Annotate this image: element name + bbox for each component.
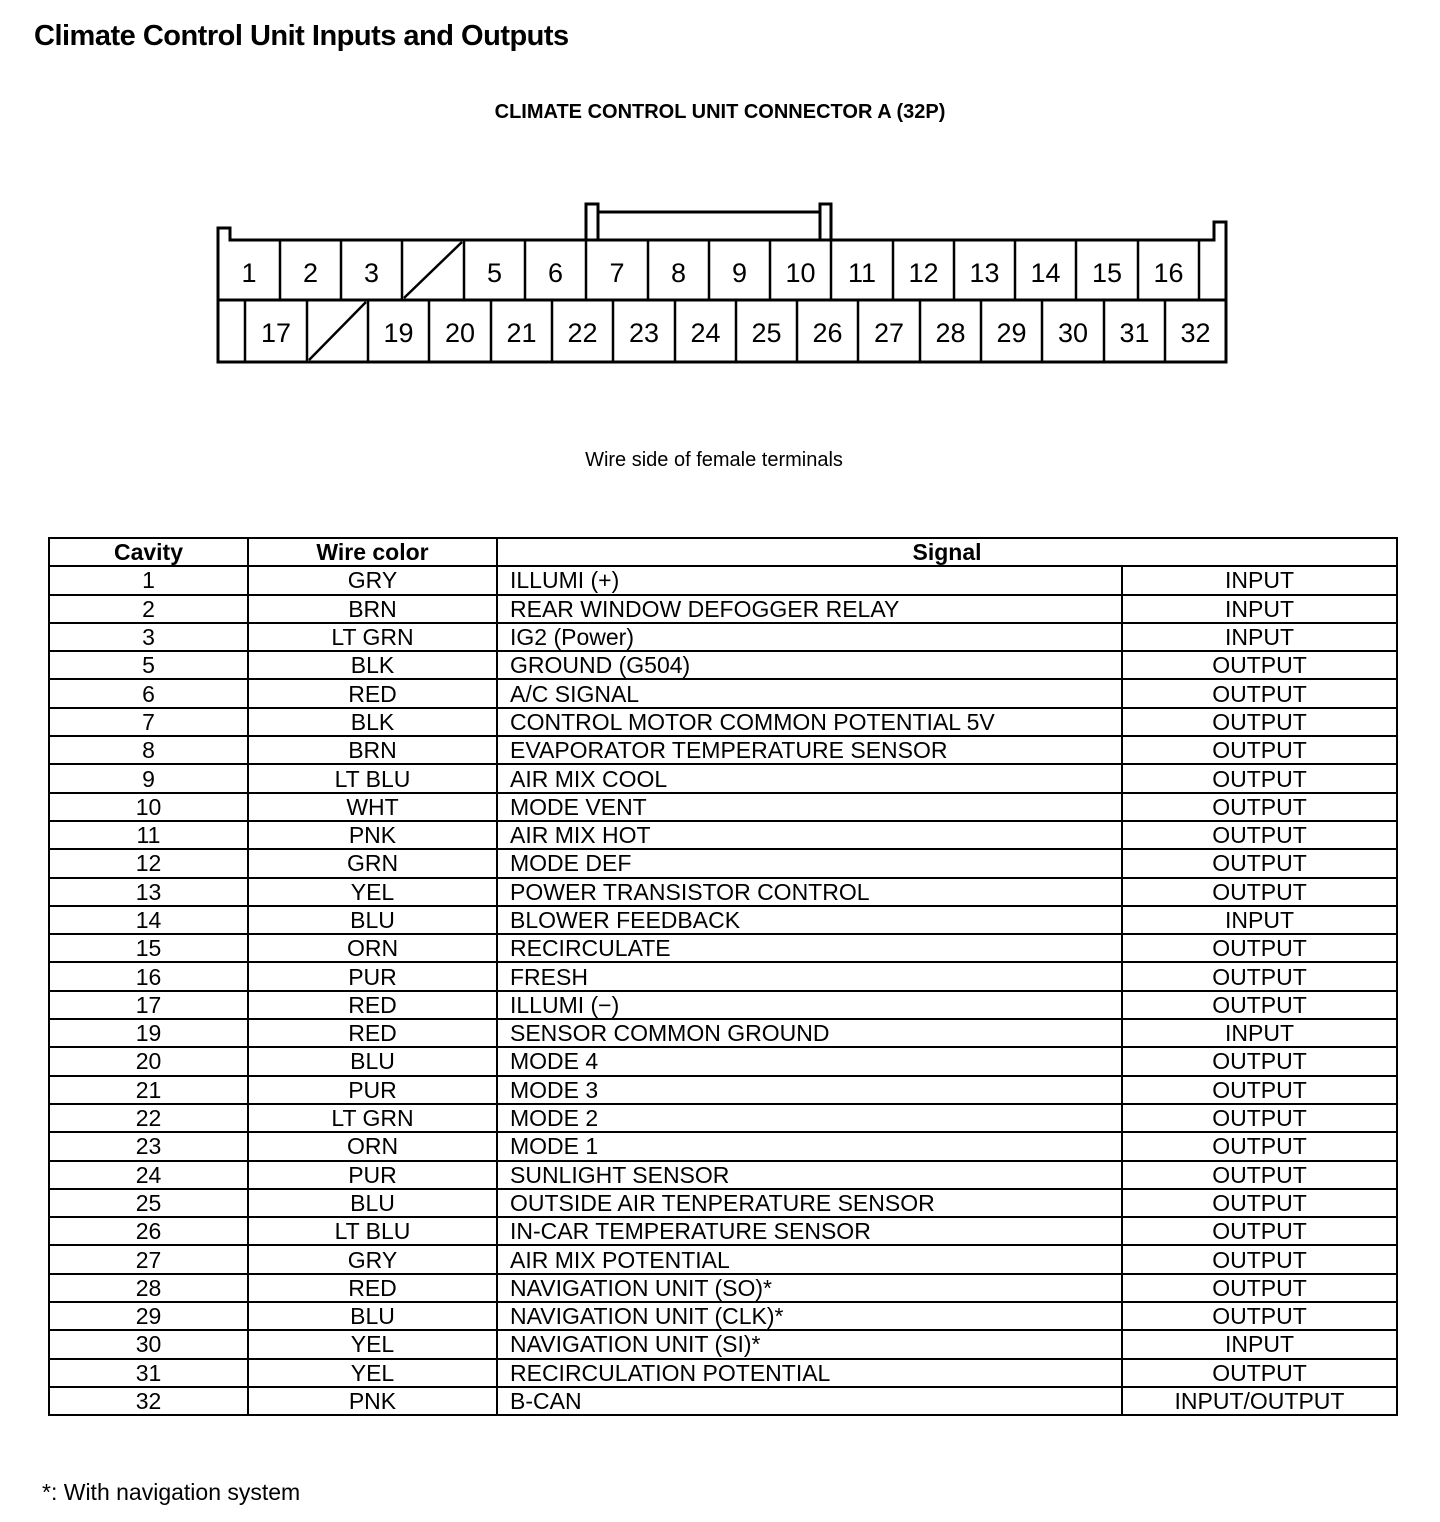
signal-cell: IN-CAR TEMPERATURE SENSOR bbox=[497, 1217, 1122, 1245]
cavity-label: 30 bbox=[1057, 318, 1089, 348]
wire-color-cell: LT GRN bbox=[248, 1104, 497, 1132]
wire-color-cell: BLU bbox=[248, 1189, 497, 1217]
table-row bbox=[49, 878, 1397, 906]
signal-cell: ILLUMI (+) bbox=[497, 566, 1122, 594]
signal-cell: CONTROL MOTOR COMMON POTENTIAL 5V bbox=[497, 708, 1122, 736]
signal-cell: MODE DEF bbox=[497, 849, 1122, 877]
table-row bbox=[49, 1387, 1397, 1415]
cavity-label: 20 bbox=[444, 318, 476, 348]
direction-cell: INPUT/OUTPUT bbox=[1122, 1387, 1397, 1415]
signal-cell: MODE 3 bbox=[497, 1076, 1122, 1104]
cavity-cell: 23 bbox=[49, 1132, 248, 1160]
table-row bbox=[49, 1076, 1397, 1104]
signal-cell: REAR WINDOW DEFOGGER RELAY bbox=[497, 595, 1122, 623]
unused-cavity-slash bbox=[404, 242, 462, 298]
wire-color-cell: PUR bbox=[248, 1161, 497, 1189]
cavity-cell: 1 bbox=[49, 566, 248, 594]
cavity-label: 6 bbox=[547, 258, 564, 288]
cavity-cell: 26 bbox=[49, 1217, 248, 1245]
cavity-label: 2 bbox=[302, 258, 319, 288]
direction-cell: OUTPUT bbox=[1122, 679, 1397, 707]
table-row bbox=[49, 651, 1397, 679]
cavity-label: 7 bbox=[609, 258, 625, 288]
table-row bbox=[49, 1047, 1397, 1075]
table-row bbox=[49, 566, 1397, 594]
table-row bbox=[49, 1217, 1397, 1245]
page-title: Climate Control Unit Inputs and Outputs bbox=[34, 20, 569, 52]
direction-cell: OUTPUT bbox=[1122, 1161, 1397, 1189]
cavity-label: 17 bbox=[260, 318, 292, 348]
wire-color-cell: RED bbox=[248, 1019, 497, 1047]
cavity-cell: 30 bbox=[49, 1330, 248, 1358]
table-row bbox=[49, 962, 1397, 990]
table-row bbox=[49, 1302, 1397, 1330]
table-row bbox=[49, 849, 1397, 877]
signal-cell: MODE VENT bbox=[497, 793, 1122, 821]
direction-cell: OUTPUT bbox=[1122, 1189, 1397, 1217]
cavity-cell: 25 bbox=[49, 1189, 248, 1217]
signal-cell: MODE 4 bbox=[497, 1047, 1122, 1075]
table-row bbox=[49, 1019, 1397, 1047]
direction-cell: OUTPUT bbox=[1122, 991, 1397, 1019]
table-row bbox=[49, 679, 1397, 707]
footnote: *: With navigation system bbox=[42, 1479, 301, 1505]
wire-color-cell: RED bbox=[248, 991, 497, 1019]
cavity-label: 28 bbox=[935, 318, 966, 348]
cavity-label: 1 bbox=[241, 258, 257, 288]
wire-color-cell: GRY bbox=[248, 1245, 497, 1273]
cavity-cell: 16 bbox=[49, 962, 248, 990]
cavity-label: 26 bbox=[812, 318, 843, 348]
direction-cell: OUTPUT bbox=[1122, 764, 1397, 792]
wire-color-cell: LT BLU bbox=[248, 1217, 497, 1245]
cavity-cell: 10 bbox=[49, 793, 248, 821]
direction-cell: OUTPUT bbox=[1122, 821, 1397, 849]
wire-color-cell: BLU bbox=[248, 1047, 497, 1075]
direction-cell: OUTPUT bbox=[1122, 708, 1397, 736]
cavity-label: 8 bbox=[670, 258, 687, 288]
cavity-label: 13 bbox=[969, 258, 1000, 288]
table-row bbox=[49, 1189, 1397, 1217]
header-wire-color: Wire color bbox=[248, 538, 497, 566]
cavity-label: 14 bbox=[1030, 258, 1061, 288]
table-row bbox=[49, 1161, 1397, 1189]
cavity-cell: 7 bbox=[49, 708, 248, 736]
header-signal: Signal bbox=[497, 538, 1397, 566]
signal-cell: AIR MIX HOT bbox=[497, 821, 1122, 849]
cavity-cell: 32 bbox=[49, 1387, 248, 1415]
direction-cell: OUTPUT bbox=[1122, 849, 1397, 877]
signal-cell: A/C SIGNAL bbox=[497, 679, 1122, 707]
wire-color-cell: LT GRN bbox=[248, 623, 497, 651]
cavity-cell: 31 bbox=[49, 1359, 248, 1387]
table-row bbox=[49, 793, 1397, 821]
signal-cell: ILLUMI (−) bbox=[497, 991, 1122, 1019]
wire-color-cell: WHT bbox=[248, 793, 497, 821]
signal-cell: IG2 (Power) bbox=[497, 623, 1122, 651]
direction-cell: OUTPUT bbox=[1122, 1359, 1397, 1387]
cavity-cell: 5 bbox=[49, 651, 248, 679]
wire-color-cell: YEL bbox=[248, 878, 497, 906]
wire-color-cell: BRN bbox=[248, 595, 497, 623]
direction-cell: OUTPUT bbox=[1122, 793, 1397, 821]
table-row bbox=[49, 934, 1397, 962]
wire-color-cell: PUR bbox=[248, 962, 497, 990]
wire-color-cell: PNK bbox=[248, 1387, 497, 1415]
wire-color-cell: GRN bbox=[248, 849, 497, 877]
cavity-cell: 20 bbox=[49, 1047, 248, 1075]
direction-cell: OUTPUT bbox=[1122, 1302, 1397, 1330]
cavity-cell: 22 bbox=[49, 1104, 248, 1132]
direction-cell: OUTPUT bbox=[1122, 1104, 1397, 1132]
table-row bbox=[49, 595, 1397, 623]
signal-cell: RECIRCULATE bbox=[497, 934, 1122, 962]
table-row bbox=[49, 1245, 1397, 1273]
signal-cell: MODE 2 bbox=[497, 1104, 1122, 1132]
wire-color-cell: BLU bbox=[248, 906, 497, 934]
unused-cavity-slash bbox=[309, 302, 366, 360]
direction-cell: OUTPUT bbox=[1122, 878, 1397, 906]
signal-cell: NAVIGATION UNIT (SI)* bbox=[497, 1330, 1122, 1358]
wire-color-cell: ORN bbox=[248, 934, 497, 962]
direction-cell: OUTPUT bbox=[1122, 1076, 1397, 1104]
cavity-cell: 9 bbox=[49, 764, 248, 792]
signal-cell: AIR MIX POTENTIAL bbox=[497, 1245, 1122, 1273]
cavity-label: 12 bbox=[908, 258, 939, 288]
cavity-label: 31 bbox=[1119, 318, 1150, 348]
wire-color-cell: RED bbox=[248, 679, 497, 707]
table-row bbox=[49, 1132, 1397, 1160]
signal-cell: BLOWER FEEDBACK bbox=[497, 906, 1122, 934]
signal-cell: OUTSIDE AIR TENPERATURE SENSOR bbox=[497, 1189, 1122, 1217]
cavity-label: 27 bbox=[873, 318, 905, 348]
direction-cell: OUTPUT bbox=[1122, 1047, 1397, 1075]
signal-cell: RECIRCULATION POTENTIAL bbox=[497, 1359, 1122, 1387]
signal-cell: FRESH bbox=[497, 962, 1122, 990]
cavity-label: 23 bbox=[628, 318, 660, 348]
table-row bbox=[49, 821, 1397, 849]
signal-cell: B-CAN bbox=[497, 1387, 1122, 1415]
signal-cell: SUNLIGHT SENSOR bbox=[497, 1161, 1122, 1189]
direction-cell: OUTPUT bbox=[1122, 651, 1397, 679]
cavity-cell: 15 bbox=[49, 934, 248, 962]
cavity-label: 15 bbox=[1091, 258, 1123, 288]
direction-cell: INPUT bbox=[1122, 1330, 1397, 1358]
direction-cell: INPUT bbox=[1122, 623, 1397, 651]
pinout-table bbox=[48, 537, 1398, 1416]
direction-cell: INPUT bbox=[1122, 906, 1397, 934]
cavity-label: 9 bbox=[731, 258, 748, 288]
table-row bbox=[49, 1359, 1397, 1387]
cavity-label: 24 bbox=[690, 318, 721, 348]
cavity-cell: 17 bbox=[49, 991, 248, 1019]
cavity-cell: 3 bbox=[49, 623, 248, 651]
wire-color-cell: GRY bbox=[248, 566, 497, 594]
table-row bbox=[49, 1274, 1397, 1302]
cavity-cell: 28 bbox=[49, 1274, 248, 1302]
wire-color-cell: BLK bbox=[248, 651, 497, 679]
wire-color-cell: YEL bbox=[248, 1359, 497, 1387]
table-row bbox=[49, 708, 1397, 736]
wire-color-cell: BLU bbox=[248, 1302, 497, 1330]
connector-title: CLIMATE CONTROL UNIT CONNECTOR A (32P) bbox=[494, 101, 946, 123]
signal-cell: SENSOR COMMON GROUND bbox=[497, 1019, 1122, 1047]
cavity-cell: 24 bbox=[49, 1161, 248, 1189]
direction-cell: INPUT bbox=[1122, 566, 1397, 594]
cavity-label: 21 bbox=[506, 318, 537, 348]
table-header-row bbox=[49, 538, 1397, 566]
cavity-label: 29 bbox=[996, 318, 1027, 348]
cavity-label: 5 bbox=[486, 258, 503, 288]
cavity-label: 3 bbox=[363, 258, 380, 288]
signal-cell: NAVIGATION UNIT (CLK)* bbox=[497, 1302, 1122, 1330]
cavity-cell: 19 bbox=[49, 1019, 248, 1047]
wire-color-cell: PUR bbox=[248, 1076, 497, 1104]
direction-cell: OUTPUT bbox=[1122, 1132, 1397, 1160]
direction-cell: OUTPUT bbox=[1122, 962, 1397, 990]
table-row bbox=[49, 764, 1397, 792]
cavity-label: 19 bbox=[383, 318, 414, 348]
direction-cell: INPUT bbox=[1122, 595, 1397, 623]
cavity-cell: 12 bbox=[49, 849, 248, 877]
table-row bbox=[49, 906, 1397, 934]
wire-color-cell: LT BLU bbox=[248, 764, 497, 792]
cavity-cell: 27 bbox=[49, 1245, 248, 1273]
cavity-label: 25 bbox=[751, 318, 782, 348]
wire-color-cell: YEL bbox=[248, 1330, 497, 1358]
cavity-cell: 13 bbox=[49, 878, 248, 906]
wire-color-cell: BRN bbox=[248, 736, 497, 764]
table-row bbox=[49, 623, 1397, 651]
direction-cell: OUTPUT bbox=[1122, 1217, 1397, 1245]
direction-cell: OUTPUT bbox=[1122, 736, 1397, 764]
wire-color-cell: PNK bbox=[248, 821, 497, 849]
cavity-cell: 29 bbox=[49, 1302, 248, 1330]
signal-cell: EVAPORATOR TEMPERATURE SENSOR bbox=[497, 736, 1122, 764]
signal-cell: NAVIGATION UNIT (SO)* bbox=[497, 1274, 1122, 1302]
signal-cell: GROUND (G504) bbox=[497, 651, 1122, 679]
header-cavity: Cavity bbox=[49, 538, 248, 566]
connector-diagram bbox=[0, 0, 1440, 440]
cavity-cell: 11 bbox=[49, 821, 248, 849]
cavity-cell: 2 bbox=[49, 595, 248, 623]
table-row bbox=[49, 736, 1397, 764]
signal-cell: MODE 1 bbox=[497, 1132, 1122, 1160]
table-row bbox=[49, 1330, 1397, 1358]
wire-color-cell: BLK bbox=[248, 708, 497, 736]
direction-cell: OUTPUT bbox=[1122, 934, 1397, 962]
signal-cell: POWER TRANSISTOR CONTROL bbox=[497, 878, 1122, 906]
direction-cell: OUTPUT bbox=[1122, 1245, 1397, 1273]
cavity-label: 32 bbox=[1180, 318, 1211, 348]
wire-color-cell: ORN bbox=[248, 1132, 497, 1160]
cavity-cell: 6 bbox=[49, 679, 248, 707]
cavity-label: 16 bbox=[1153, 258, 1184, 288]
direction-cell: OUTPUT bbox=[1122, 1274, 1397, 1302]
wire-color-cell: RED bbox=[248, 1274, 497, 1302]
cavity-label: 10 bbox=[785, 258, 816, 288]
signal-cell: AIR MIX COOL bbox=[497, 764, 1122, 792]
table-row bbox=[49, 1104, 1397, 1132]
cavity-label: 22 bbox=[567, 318, 598, 348]
cavity-cell: 21 bbox=[49, 1076, 248, 1104]
cavity-label: 11 bbox=[847, 258, 877, 288]
direction-cell: INPUT bbox=[1122, 1019, 1397, 1047]
cavity-cell: 14 bbox=[49, 906, 248, 934]
cavity-cell: 8 bbox=[49, 736, 248, 764]
table-row bbox=[49, 991, 1397, 1019]
connector-caption: Wire side of female terminals bbox=[585, 449, 843, 471]
